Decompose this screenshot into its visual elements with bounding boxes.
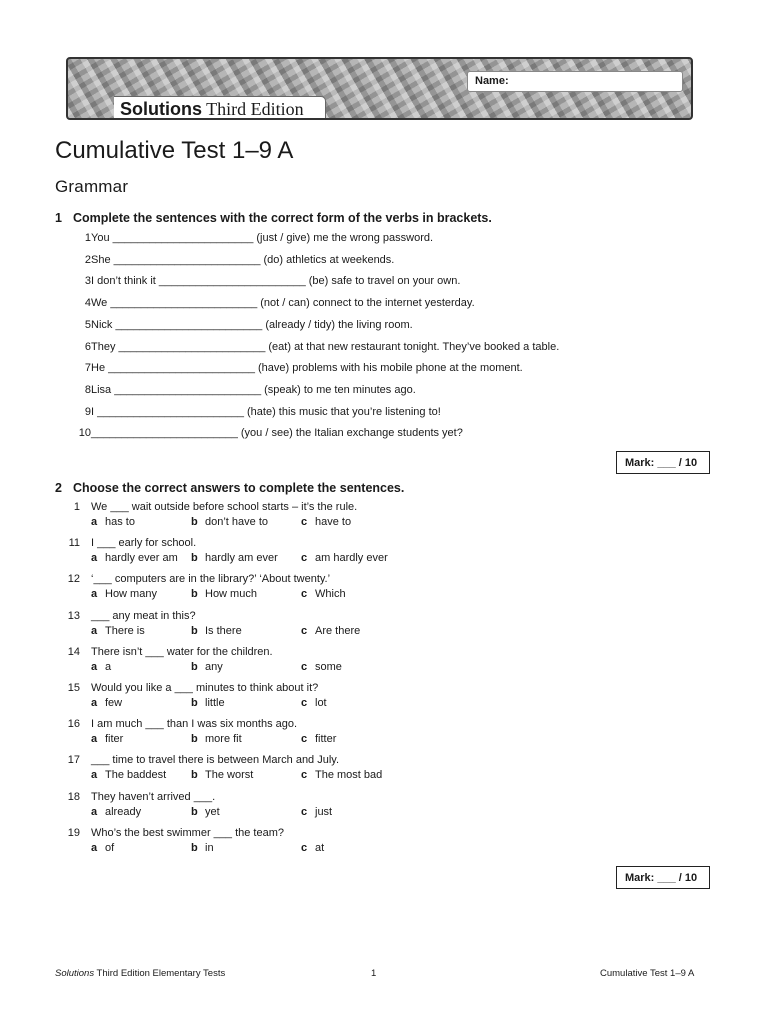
- item-number: 8: [84, 383, 91, 396]
- option-letter: b: [191, 660, 198, 673]
- option-text: little: [205, 697, 225, 709]
- option-letter: c: [301, 697, 308, 709]
- option-letter: b: [191, 769, 198, 782]
- footer-series-italic: Solutions: [55, 968, 95, 979]
- option-text: yet: [205, 805, 220, 818]
- option-text: some: [315, 660, 342, 673]
- gap-fill-item: [66, 427, 463, 440]
- option-text: already: [105, 805, 142, 818]
- option-text: at: [315, 841, 325, 854]
- item-question: ___ any meat in this?: [91, 609, 196, 622]
- item-number: 12: [67, 573, 80, 586]
- option-text: The worst: [205, 769, 254, 782]
- option-text: lot: [315, 697, 327, 709]
- option-text: have to: [315, 516, 352, 528]
- option-b[interactable]: [191, 769, 253, 781]
- mark-text: Mark: ___ / 10: [625, 457, 698, 469]
- option-letter: a: [91, 805, 98, 818]
- mark-box-2: [616, 866, 710, 889]
- item-question: I ___ early for school.: [91, 537, 197, 550]
- gap-fill-item: [66, 383, 416, 396]
- option-letter: a: [91, 588, 98, 601]
- option-text: has to: [105, 516, 135, 528]
- option-letter: a: [91, 841, 98, 854]
- option-text: am hardly ever: [315, 552, 388, 565]
- option-letter: b: [191, 733, 198, 746]
- item-sentence: ________________________ (you / see) the Italian exchange students yet?: [91, 427, 463, 440]
- item-sentence: You _______________________ (just / give) me the wrong password.: [91, 232, 434, 244]
- item-number: 2: [84, 253, 91, 266]
- item-question: We ___ wait outside before school starts – it’s the rule.: [91, 501, 358, 513]
- option-text: The baddest: [105, 769, 167, 782]
- gap-fill-item: [66, 362, 523, 375]
- option-letter: c: [301, 588, 308, 601]
- item-number: 15: [67, 682, 80, 694]
- name-field[interactable]: [467, 71, 683, 92]
- item-number: 17: [67, 754, 80, 767]
- option-letter: c: [301, 624, 308, 637]
- option-c[interactable]: [301, 588, 346, 600]
- option-c[interactable]: [301, 769, 382, 781]
- option-b[interactable]: [191, 552, 278, 564]
- option-text: hardly am ever: [205, 552, 278, 565]
- item-number: 3: [84, 275, 91, 288]
- option-text: The most bad: [315, 769, 383, 782]
- exercise-1-instruction: [55, 211, 492, 225]
- option-letter: c: [301, 552, 308, 565]
- item-number: 1: [84, 232, 91, 244]
- option-letter: a: [91, 660, 98, 673]
- option-c[interactable]: [301, 697, 327, 709]
- item-sentence: I ________________________ (hate) this music that you’re listening to!: [91, 405, 441, 418]
- option-a[interactable]: [91, 806, 141, 818]
- exercise-number: 1: [55, 211, 62, 225]
- option-letter: b: [191, 552, 198, 565]
- option-letter: a: [91, 624, 98, 637]
- gap-fill-item: [66, 297, 475, 310]
- name-label: Name:: [475, 75, 509, 87]
- item-sentence: She ________________________ (do) athletics at weekends.: [91, 253, 395, 266]
- item-sentence: I don’t think it ________________________ (be) safe to travel on your own.: [91, 275, 461, 288]
- item-sentence: He ________________________ (have) problems with his mobile phone at the moment.: [91, 362, 523, 375]
- item-question: There isn’t ___ water for the children.: [91, 645, 273, 658]
- option-a[interactable]: [91, 625, 145, 637]
- item-question: I am much ___ than I was six months ago.: [91, 718, 298, 731]
- item-question: They haven’t arrived ___.: [91, 790, 216, 803]
- option-letter: c: [301, 733, 308, 746]
- option-b[interactable]: [191, 842, 214, 854]
- gap-fill-item: [66, 232, 434, 244]
- item-question: ___ time to travel there is between March and July.: [91, 754, 340, 767]
- option-text: fiter: [105, 733, 124, 746]
- option-letter: c: [301, 516, 308, 528]
- item-number: 14: [67, 645, 80, 658]
- option-text: hardly ever am: [105, 552, 178, 565]
- option-text: There is: [105, 624, 145, 637]
- item-number: 9: [84, 405, 91, 418]
- footer-test-name: Cumulative Test 1–9 A: [600, 968, 695, 979]
- brand-name: Solutions: [120, 99, 202, 119]
- option-letter: c: [301, 660, 308, 673]
- option-b[interactable]: [191, 733, 242, 745]
- item-number: 18: [67, 790, 80, 803]
- option-letter: b: [191, 588, 198, 601]
- option-text: just: [315, 805, 333, 818]
- exercise-2-instruction: [55, 481, 404, 495]
- option-text: any: [205, 660, 223, 673]
- section-title: Grammar: [55, 177, 129, 196]
- option-text: a: [105, 660, 112, 673]
- item-number: 19: [67, 826, 80, 839]
- option-c[interactable]: [301, 661, 342, 673]
- option-c[interactable]: [301, 552, 388, 564]
- option-text: Is there: [205, 624, 242, 637]
- option-letter: b: [191, 624, 198, 637]
- option-b[interactable]: [191, 806, 220, 818]
- item-sentence: Nick ________________________ (already / tidy) the living room.: [91, 318, 413, 331]
- instruction-text: Choose the correct answers to complete the sentences.: [73, 481, 405, 495]
- footer-page-number: 1: [371, 968, 377, 979]
- option-text: in: [205, 841, 214, 854]
- option-b[interactable]: [191, 661, 223, 673]
- option-c[interactable]: [301, 625, 360, 637]
- gap-fill-item: [66, 340, 560, 353]
- option-a[interactable]: [91, 552, 178, 564]
- gap-fill-item: [66, 405, 441, 418]
- option-b[interactable]: [191, 697, 225, 709]
- option-letter: a: [91, 552, 98, 565]
- option-text: don’t have to: [205, 516, 268, 528]
- mark-text: Mark: ___ / 10: [625, 872, 698, 884]
- option-letter: a: [91, 697, 98, 709]
- item-sentence: Lisa ________________________ (speak) to me ten minutes ago.: [91, 383, 416, 396]
- page-title: Cumulative Test 1–9 A: [55, 137, 294, 164]
- option-letter: a: [91, 733, 98, 746]
- option-text: How much: [205, 588, 257, 601]
- option-text: Are there: [315, 624, 361, 637]
- item-number: 10: [78, 427, 91, 440]
- header-banner: [66, 57, 693, 120]
- exercise-number: 2: [55, 481, 62, 495]
- item-question: Who’s the best swimmer ___ the team?: [91, 826, 284, 839]
- item-number: 7: [84, 362, 91, 375]
- item-number: 1: [73, 501, 80, 513]
- option-letter: b: [191, 697, 198, 709]
- option-letter: b: [191, 805, 198, 818]
- item-number: 11: [68, 537, 80, 550]
- option-c[interactable]: [301, 806, 332, 818]
- footer-series-rest: Third Edition Elementary Tests: [94, 968, 226, 979]
- option-b[interactable]: [191, 625, 242, 637]
- item-sentence: We ________________________ (not / can) connect to the internet yesterday.: [91, 297, 475, 310]
- option-c[interactable]: [301, 516, 351, 528]
- option-a[interactable]: [91, 842, 114, 854]
- item-sentence: They ________________________ (eat) at that new restaurant tonight. They’ve booked a table.: [91, 340, 560, 353]
- mark-box-1: [616, 451, 710, 474]
- item-number: 4: [84, 297, 91, 310]
- instruction-text: Complete the sentences with the correct form of the verbs in brackets.: [73, 211, 492, 225]
- item-number: 16: [67, 718, 80, 731]
- option-a[interactable]: [91, 769, 166, 781]
- item-question: ‘___ computers are in the library?’ ‘About twenty.’: [91, 573, 331, 586]
- option-a[interactable]: [91, 661, 111, 673]
- item-question: Would you like a ___ minutes to think about it?: [91, 682, 319, 694]
- option-letter: b: [191, 516, 198, 528]
- footer-series: [55, 968, 225, 979]
- option-text: more fit: [205, 733, 242, 746]
- option-b[interactable]: [191, 588, 257, 600]
- option-a[interactable]: [91, 697, 122, 709]
- brand-logo: [114, 96, 326, 120]
- option-a[interactable]: [91, 588, 157, 600]
- brand-edition: Third Edition: [202, 99, 304, 119]
- item-number: 5: [84, 318, 91, 331]
- item-number: 6: [84, 340, 91, 353]
- gap-fill-item: [66, 253, 395, 266]
- option-a[interactable]: [91, 733, 123, 745]
- option-a[interactable]: [91, 516, 135, 528]
- gap-fill-item: [66, 275, 461, 288]
- option-b[interactable]: [191, 516, 268, 528]
- option-text: few: [105, 697, 123, 709]
- option-letter: c: [301, 769, 308, 782]
- option-letter: b: [191, 841, 198, 854]
- option-c[interactable]: [301, 733, 336, 745]
- option-letter: a: [91, 516, 98, 528]
- option-text: Which: [315, 588, 346, 601]
- option-c[interactable]: [301, 842, 324, 854]
- option-text: of: [105, 841, 115, 854]
- option-text: How many: [105, 588, 157, 601]
- gap-fill-item: [66, 318, 413, 331]
- option-text: fitter: [315, 733, 337, 746]
- option-letter: c: [301, 805, 308, 818]
- option-letter: c: [301, 841, 308, 854]
- item-number: 13: [67, 609, 80, 622]
- option-letter: a: [91, 769, 98, 782]
